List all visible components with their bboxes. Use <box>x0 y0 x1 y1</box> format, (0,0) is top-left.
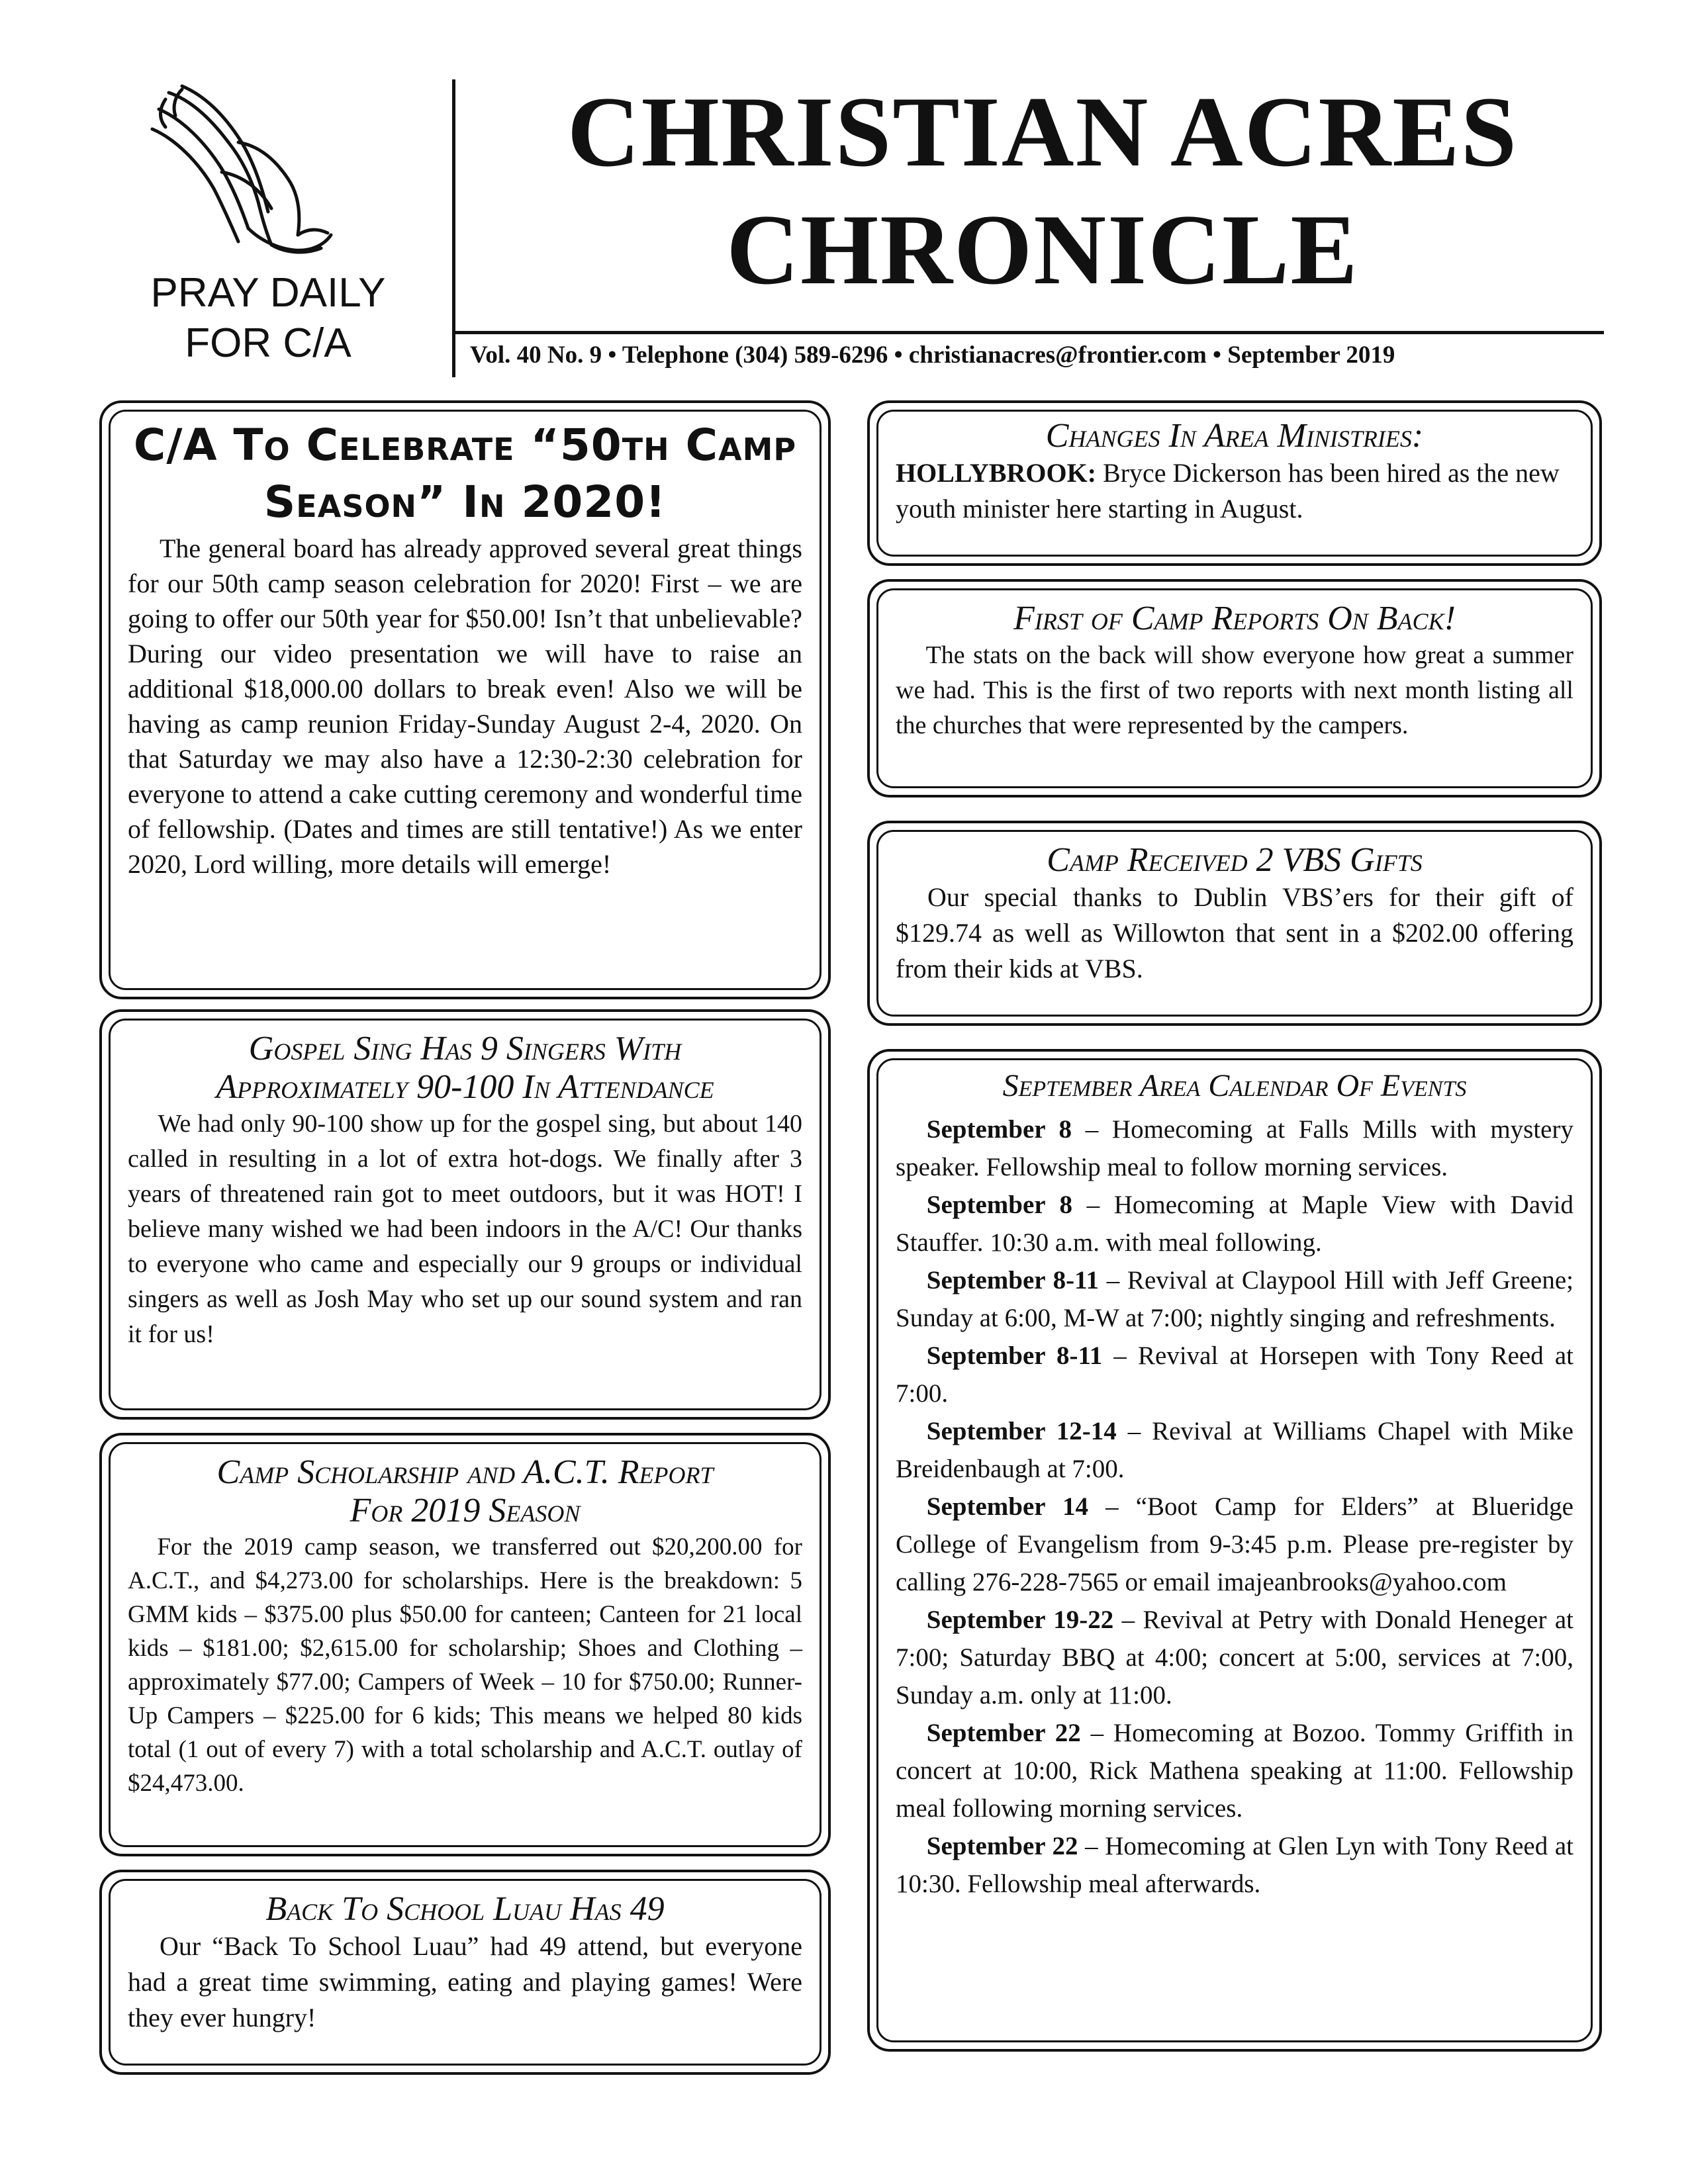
separator: • <box>894 341 903 369</box>
article-heading: Gospel Sing Has 9 Singers With Approximately 90-100 In Attendance <box>216 1030 714 1106</box>
issue-date: September 2019 <box>1227 341 1395 369</box>
article-body: HOLLYBROOK: Bryce Dickerson has been hired as the new youth minister here starting in August. <box>896 458 1560 523</box>
calendar-event <box>896 1601 1573 1714</box>
title-line-1: CHRISTIAN ACRES <box>567 76 1519 187</box>
event-description: – Revival at Petry with Donald Heneger at 7:00; Saturday BBQ at 4:00; concert at 5:00, services at 7:00, Sunday a.m. only at 11:00. <box>896 1606 1573 1709</box>
event-date: September 22 <box>926 1719 1081 1747</box>
article-camp-reports <box>867 579 1602 797</box>
article-body: The stats on the back will show everyone how great a summer we had. This is the first of two reports with next month listing all the churches that were represented by the campers. <box>896 641 1573 739</box>
event-description: – Revival at Williams Chapel with Mike Breidenbaugh at 7:00. <box>896 1417 1573 1483</box>
calendar-heading: September Area Calendar Of Events <box>1002 1068 1467 1103</box>
article-body: The general board has already approved several great things for our 50th camp season celebration for 2020! First – we are going to offer our 50th year for $50.00! Isn’t that unbelievable? During our video presentation we will have to raise an additional $18,000.00 dollars to break even! Also we will be having as camp reunion Friday-Sunday August 2-4, 2020. On that Saturday we may also have a 12:30-2:30 celebration for everyone to attend a cake cutting ceremony and wonderful time of fellowship. (Dates and times are still tentative!) As we enter 2020, Lord willing, more details will emerge! <box>128 533 802 879</box>
calendar-event <box>896 1261 1573 1337</box>
volume-number: Vol. 40 No. 9 <box>470 341 602 369</box>
article-body: Our “Back To School Luau” had 49 attend, but everyone had a great time swimming, eating and playing games! Were they ever hungry! <box>128 1931 802 2032</box>
event-date: September 8 <box>926 1115 1072 1144</box>
telephone: Telephone (304) 589-6296 <box>622 341 888 369</box>
event-date: September 8 <box>926 1191 1072 1219</box>
event-description: – “Boot Camp for Elders” at Blueridge College of Evangelism from 9-3:45 p.m. Please pre-register by calling 276-228-7565 or email imajeanbrooks@yahoo.com <box>896 1492 1573 1596</box>
praying-hands-icon <box>142 79 341 258</box>
event-description: – Revival at Horsepen with Tony Reed at 7:00. <box>896 1342 1573 1408</box>
issue-info-bar <box>470 341 1602 369</box>
article-scholarship-report <box>99 1433 831 1856</box>
church-label: HOLLYBROOK: <box>896 458 1097 488</box>
article-heading: Camp Scholarship and A.C.T. Report For 2019 Season <box>216 1453 714 1529</box>
event-date: September 8-11 <box>926 1342 1103 1370</box>
article-heading: First of Camp Reports On Back! <box>1013 600 1456 637</box>
article-heading: C/A To Celebrate “50th Camp Season” In 2020! <box>133 420 797 527</box>
article-vbs-gifts <box>867 821 1602 1026</box>
email-address: christianacres@frontier.com <box>908 341 1207 369</box>
calendar-event <box>896 1714 1573 1827</box>
event-description: – Homecoming at Falls Mills with mystery speaker. Fellowship meal to follow morning services. <box>896 1115 1573 1181</box>
calendar-event <box>896 1827 1573 1903</box>
event-description: – Homecoming at Maple View with David Stauffer. 10:30 a.m. with meal following. <box>896 1191 1573 1257</box>
article-body: For the 2019 camp season, we transferred out $20,200.00 for A.C.T., and $4,273.00 for scholarships. Here is the breakdown: 5 GMM kids – $375.00 plus $50.00 for canteen; Canteen for 21 local kids – $181.00; $2,615.00 for scholarship; Shoes and Clothing – approximately $77.00; Campers of Week – 10 for $750.00; Runner-Up Campers – $225.00 for 6 kids; This means we helped 80 kids total (1 out of every 7) with a total scholarship and A.C.T. outlay of $24,473.00. <box>128 1533 802 1797</box>
event-description: – Revival at Claypool Hill with Jeff Greene; Sunday at 6:00, M-W at 7:00; nightly singing and refreshments. <box>896 1266 1573 1332</box>
calendar-list <box>896 1111 1573 1903</box>
article-heading: Back To School Luau Has 49 <box>265 1890 665 1928</box>
article-body: Our special thanks to Dublin VBS’ers for their gift of $129.74 as well as Willowton that sent in a $202.00 offering from their kids at VBS. <box>896 882 1573 983</box>
separator: • <box>608 341 617 369</box>
title-line-2: CHRONICLE <box>726 194 1359 305</box>
calendar-event <box>896 1337 1573 1412</box>
calendar-event <box>896 1412 1573 1488</box>
article-50th-season <box>99 400 831 999</box>
article-heading: Changes In Area Ministries: <box>1045 417 1424 455</box>
article-area-ministries <box>867 400 1602 566</box>
pray-line-2: FOR C/A <box>185 320 352 366</box>
event-date: September 14 <box>926 1492 1088 1521</box>
event-date: September 8-11 <box>926 1266 1099 1295</box>
article-gospel-sing <box>99 1009 831 1420</box>
article-heading: Camp Received 2 VBS Gifts <box>1047 841 1423 879</box>
pray-daily-tagline <box>106 268 430 369</box>
separator: • <box>1213 341 1221 369</box>
article-luau <box>99 1870 831 2075</box>
masthead-rule <box>452 331 1604 334</box>
event-description: – Homecoming at Glen Lyn with Tony Reed at 10:30. Fellowship meal afterwards. <box>896 1832 1573 1898</box>
newsletter-title <box>463 73 1622 308</box>
calendar-event <box>896 1186 1573 1261</box>
calendar-event <box>896 1488 1573 1601</box>
event-date: September 12-14 <box>926 1417 1117 1445</box>
pray-line-1: PRAY DAILY <box>150 270 386 316</box>
event-date: September 22 <box>926 1832 1078 1860</box>
calendar-of-events <box>867 1049 1602 2052</box>
event-description: – Homecoming at Bozoo. Tommy Griffith in concert at 10:00, Rick Mathena speaking at 11:00. Fellowship meal following morning services. <box>896 1719 1573 1823</box>
calendar-event <box>896 1111 1573 1186</box>
event-date: September 19-22 <box>926 1606 1114 1634</box>
article-body: We had only 90-100 show up for the gospel sing, but about 140 called in resulting in a lot of extra hot-dogs. We finally after 3 years of threatened rain got to meet outdoors, but it was HOT! I believe many wished we had been indoors in the A/C! Our thanks to everyone who came and especially our 9 groups or individual singers as well as Josh May who set up our sound system and ran it for us! <box>128 1110 802 1348</box>
